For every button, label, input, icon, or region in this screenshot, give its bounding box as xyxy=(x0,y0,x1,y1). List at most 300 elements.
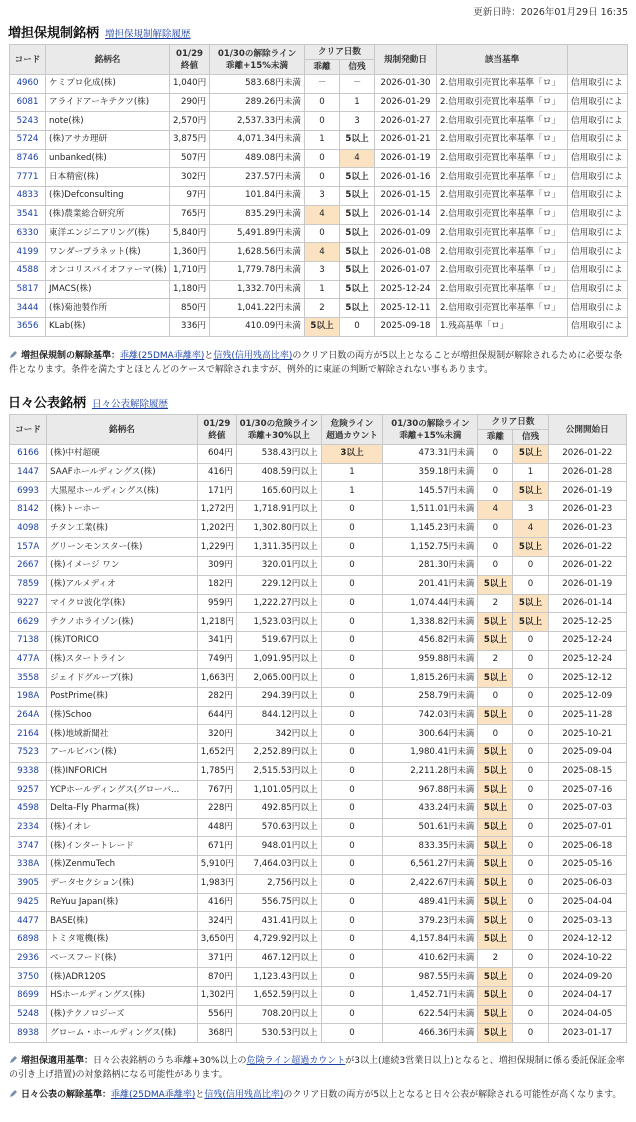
note-danger-count-link[interactable]: 危険ライン超過カウント xyxy=(246,1056,346,1066)
clear-days-deviation: 5以上 xyxy=(478,762,513,781)
danger-count: 0 xyxy=(321,781,383,800)
daily-publication-table xyxy=(9,414,627,1043)
criteria-extra: 信用取引によ xyxy=(568,93,628,112)
clear-days-deviation: 0 xyxy=(478,538,513,557)
release-line: 1,815.26円未満 xyxy=(383,669,478,688)
release-line: 359.18円未満 xyxy=(383,463,478,482)
danger-count: 0 xyxy=(321,594,383,613)
publication-date: 2026-01-19 xyxy=(548,482,626,501)
clear-days-deviation: 5以上 xyxy=(478,1024,513,1043)
stock-name: トミタ電機(株) xyxy=(47,930,198,949)
regulation-date: 2025-12-24 xyxy=(375,280,437,299)
stock-code-link[interactable]: 5817 xyxy=(10,280,46,299)
release-line: 281.30円未満 xyxy=(383,557,478,576)
publication-date: 2025-12-24 xyxy=(548,650,626,669)
criteria: 2.信用取引売買比率基準「ロ」 xyxy=(437,205,568,224)
danger-count: 0 xyxy=(321,519,383,538)
table-row xyxy=(10,149,628,168)
release-line: 1,152.75円未満 xyxy=(383,538,478,557)
stock-name: アールビバン(株) xyxy=(47,744,198,763)
clear-days-deviation: 2 xyxy=(305,299,340,318)
publication-date: 2023-01-17 xyxy=(548,1024,626,1043)
danger-count: 0 xyxy=(321,706,383,725)
release-line: 201.41円未満 xyxy=(383,575,478,594)
clear-days-deviation: 5以上 xyxy=(478,744,513,763)
clear-days-deviation: 2 xyxy=(478,650,513,669)
release-line: 145.57円未満 xyxy=(383,482,478,501)
clear-days-margin: 5以上 xyxy=(340,205,375,224)
danger-count: 0 xyxy=(321,968,383,987)
close-price: 749円 xyxy=(197,650,236,669)
table-row xyxy=(10,187,628,206)
stock-code-link[interactable]: 2936 xyxy=(10,949,47,968)
publication-date: 2025-12-24 xyxy=(548,631,626,650)
criteria: 2.信用取引売買比率基準「ロ」 xyxy=(437,280,568,299)
clear-days-margin: 0 xyxy=(513,837,548,856)
stock-code-link[interactable]: 3905 xyxy=(10,874,47,893)
clear-days-deviation: 0 xyxy=(305,112,340,131)
stock-name: (株)Schoo xyxy=(47,706,198,725)
stock-name: (株)インタートレード xyxy=(47,837,198,856)
release-line: 466.36円未満 xyxy=(383,1024,478,1043)
clear-days-margin: 0 xyxy=(513,800,548,819)
stock-code-link[interactable]: 264A xyxy=(10,706,47,725)
table-row xyxy=(10,224,628,243)
col-code: コード xyxy=(10,415,47,445)
note-margin-link[interactable]: 信残(信用残高比率) xyxy=(204,1090,284,1100)
close-price: 5,840円 xyxy=(170,224,210,243)
danger-line: 492.85円以上 xyxy=(236,800,321,819)
stock-code-link[interactable]: 3750 xyxy=(10,968,47,987)
table-row xyxy=(10,482,627,501)
release-line: 2,537.33円未満 xyxy=(210,112,305,131)
clear-days-margin: 0 xyxy=(513,557,548,576)
criteria-extra: 信用取引によ xyxy=(568,280,628,299)
danger-line: 1,718.91円以上 xyxy=(236,501,321,520)
publication-date: 2024-09-20 xyxy=(548,968,626,987)
close-price: 959円 xyxy=(197,594,236,613)
clear-days-deviation: 0 xyxy=(478,687,513,706)
release-line: 101.84円未満 xyxy=(210,187,305,206)
danger-line: 467.12円以上 xyxy=(236,949,321,968)
stock-code-link[interactable]: 1447 xyxy=(10,463,47,482)
close-price: 324円 xyxy=(197,912,236,931)
stock-code-link[interactable]: 3558 xyxy=(10,669,47,688)
stock-name: テクノホライゾン(株) xyxy=(47,613,198,632)
stock-name: ReYuu Japan(株) xyxy=(47,893,198,912)
danger-line: 2,065.00円以上 xyxy=(236,669,321,688)
clear-days-margin: 0 xyxy=(513,856,548,875)
clear-days-deviation: 0 xyxy=(478,463,513,482)
table-row xyxy=(10,893,627,912)
release-line: 473.31円未満 xyxy=(383,445,478,464)
danger-line: 948.01円以上 xyxy=(236,837,321,856)
close-price: 97円 xyxy=(170,187,210,206)
note-margin-link[interactable]: 信残(信用残高比率) xyxy=(213,351,293,361)
stock-code-link[interactable]: 3541 xyxy=(10,205,46,224)
note-pencil-icon xyxy=(9,350,18,359)
close-price: 1,983円 xyxy=(197,874,236,893)
stock-code-link[interactable]: 7523 xyxy=(10,744,47,763)
danger-line: 1,091.95円以上 xyxy=(236,650,321,669)
table-row xyxy=(10,261,628,280)
publication-date: 2026-01-14 xyxy=(548,594,626,613)
col-release-line: 01/30の解除ライン 乖離+15%未満 xyxy=(210,45,305,75)
release-line: 501.61円未満 xyxy=(383,818,478,837)
table-row xyxy=(10,168,628,187)
release-line: 1,779.78円未満 xyxy=(210,261,305,280)
table-row xyxy=(10,280,628,299)
danger-line: 165.60円以上 xyxy=(236,482,321,501)
close-price: 1,180円 xyxy=(170,280,210,299)
close-price: 448円 xyxy=(197,818,236,837)
close-price: 182円 xyxy=(197,575,236,594)
stock-name: (株)菊池製作所 xyxy=(46,299,170,318)
table-row xyxy=(10,112,628,131)
stock-code-link[interactable]: 7138 xyxy=(10,631,47,650)
table-row xyxy=(10,501,627,520)
close-price: 3,875円 xyxy=(170,131,210,150)
release-line: 1,338.82円未満 xyxy=(383,613,478,632)
danger-count: 0 xyxy=(321,725,383,744)
table-row xyxy=(10,744,627,763)
table-row xyxy=(10,557,627,576)
danger-count: 0 xyxy=(321,557,383,576)
close-price: 870円 xyxy=(197,968,236,987)
danger-count: 0 xyxy=(321,687,383,706)
criteria: 2.信用取引売買比率基準「ロ」 xyxy=(437,112,568,131)
stock-name: YCPホールディングス(グローバ... xyxy=(47,781,198,800)
publication-date: 2025-08-15 xyxy=(548,762,626,781)
stock-code-link[interactable]: 477A xyxy=(10,650,47,669)
table-row xyxy=(10,949,627,968)
section2-note-release: 日々公表の解除基準：乖離(25DMA乖離率)と信残(信用残高比率)のクリア日数の両方が5以上となると日々公表が解除される可能性が高くなります。 xyxy=(9,1088,627,1102)
danger-line: 1,523.03円以上 xyxy=(236,613,321,632)
table-row xyxy=(10,613,627,632)
clear-days-margin: 0 xyxy=(513,1005,548,1024)
clear-days-margin: 1 xyxy=(340,93,375,112)
stock-code-link[interactable]: 5724 xyxy=(10,131,46,150)
updated-timestamp: 更新日時：2026年01月29日 16:35 xyxy=(473,7,628,18)
close-price: 767円 xyxy=(197,781,236,800)
table-row xyxy=(10,986,627,1005)
danger-count: 0 xyxy=(321,650,383,669)
clear-days-margin: 5以上 xyxy=(513,482,548,501)
close-price: 1,202円 xyxy=(197,519,236,538)
danger-line: 408.59円以上 xyxy=(236,463,321,482)
clear-days-margin: 1 xyxy=(513,463,548,482)
stock-name: (株)地域新聞社 xyxy=(47,725,198,744)
criteria: 2.信用取引売買比率基準「ロ」 xyxy=(437,261,568,280)
criteria-extra: 信用取引によ xyxy=(568,131,628,150)
stock-code-link[interactable]: 9257 xyxy=(10,781,47,800)
clear-days-deviation: 4 xyxy=(478,501,513,520)
danger-line: 708.20円以上 xyxy=(236,1005,321,1024)
criteria: 1.残高基準「ロ」 xyxy=(437,317,568,336)
stock-code-link[interactable]: 4960 xyxy=(10,75,46,94)
stock-code-link[interactable]: 338A xyxy=(10,856,47,875)
publication-date: 2025-07-16 xyxy=(548,781,626,800)
publication-date: 2025-06-03 xyxy=(548,874,626,893)
section1-note: 増担保規制の解除基準：乖離(25DMA乖離率)と信残(信用残高比率)のクリア日数の両方が5以上となることが増担保規制が解除されるために必要な条件となります。条件を満たすとほとんどのケースで解除されますが、例外的に東証の判断で解除されない事もあります。 xyxy=(9,351,623,375)
table-row xyxy=(10,1005,627,1024)
release-line: 456.82円未満 xyxy=(383,631,478,650)
clear-days-margin: 0 xyxy=(513,930,548,949)
col-clear-margin: 信残 xyxy=(513,430,548,445)
clear-days-margin: 5以上 xyxy=(340,261,375,280)
stock-name: (株)トーホー xyxy=(47,501,198,520)
release-line: 379.23円未満 xyxy=(383,912,478,931)
release-line: 1,980.41円未満 xyxy=(383,744,478,763)
regulation-date: 2026-01-27 xyxy=(375,112,437,131)
release-line: 835.29円未満 xyxy=(210,205,305,224)
clear-days-deviation: 2 xyxy=(478,594,513,613)
table-row xyxy=(10,575,627,594)
release-line: 967.88円未満 xyxy=(383,781,478,800)
stock-code-link[interactable]: 6993 xyxy=(10,482,47,501)
section1-history-link[interactable]: 増担保規制解除履歴 xyxy=(105,29,191,40)
close-price: 368円 xyxy=(197,1024,236,1043)
stock-code-link[interactable]: 4199 xyxy=(10,243,46,262)
stock-code-link[interactable]: 4833 xyxy=(10,187,46,206)
stock-name: JMACS(株) xyxy=(46,280,170,299)
stock-code-link[interactable]: 9227 xyxy=(10,594,47,613)
clear-days-margin: 5以上 xyxy=(513,594,548,613)
stock-code-link[interactable]: 4598 xyxy=(10,800,47,819)
clear-days-margin: 5以上 xyxy=(340,299,375,318)
stock-name: PostPrime(株) xyxy=(47,687,198,706)
table-row xyxy=(10,968,627,987)
criteria-extra: 信用取引によ xyxy=(568,261,628,280)
table-row xyxy=(10,93,628,112)
table-row xyxy=(10,669,627,688)
stock-code-link[interactable]: 198A xyxy=(10,687,47,706)
note-pencil-icon xyxy=(9,1055,18,1064)
release-line: 622.54円未満 xyxy=(383,1005,478,1024)
stock-code-link[interactable]: 2667 xyxy=(10,557,47,576)
stock-code-link[interactable]: 7859 xyxy=(10,575,47,594)
stock-code-link[interactable]: 2334 xyxy=(10,818,47,837)
publication-date: 2024-04-17 xyxy=(548,986,626,1005)
close-price: 604円 xyxy=(197,445,236,464)
stock-code-link[interactable]: 7771 xyxy=(10,168,46,187)
table-row xyxy=(10,538,627,557)
close-price: 1,040円 xyxy=(170,75,210,94)
clear-days-margin: 0 xyxy=(513,687,548,706)
danger-count: 0 xyxy=(321,912,383,931)
stock-code-link[interactable]: 4098 xyxy=(10,519,47,538)
stock-code-link[interactable]: 3656 xyxy=(10,317,46,336)
clear-days-margin: 5以上 xyxy=(340,168,375,187)
release-line: 258.79円未満 xyxy=(383,687,478,706)
stock-name: ワンダープラネット(株) xyxy=(46,243,170,262)
stock-name: (株)イメージ ワン xyxy=(47,557,198,576)
stock-code-link[interactable]: 6166 xyxy=(10,445,47,464)
stock-code-link[interactable]: 6081 xyxy=(10,93,46,112)
danger-count: 0 xyxy=(321,613,383,632)
clear-days-deviation: 5以上 xyxy=(478,930,513,949)
table-row xyxy=(10,1024,627,1043)
publication-date: 2025-05-16 xyxy=(548,856,626,875)
clear-days-margin: 3 xyxy=(513,501,548,520)
clear-days-deviation: 1 xyxy=(305,131,340,150)
publication-date: 2025-03-13 xyxy=(548,912,626,931)
close-price: 765円 xyxy=(170,205,210,224)
table-row xyxy=(10,800,627,819)
danger-line: 342円以上 xyxy=(236,725,321,744)
danger-count: 1 xyxy=(321,463,383,482)
stock-name: グリーンモンスター(株) xyxy=(47,538,198,557)
publication-date: 2025-04-04 xyxy=(548,893,626,912)
table-row xyxy=(10,594,627,613)
release-line: 2,211.28円未満 xyxy=(383,762,478,781)
table-row xyxy=(10,650,627,669)
close-price: 1,710円 xyxy=(170,261,210,280)
clear-days-deviation: 4 xyxy=(305,243,340,262)
stock-code-link[interactable]: 3747 xyxy=(10,837,47,856)
clear-days-deviation: 0 xyxy=(305,168,340,187)
clear-days-deviation: 5以上 xyxy=(478,800,513,819)
table-row xyxy=(10,75,628,94)
regulation-date: 2026-01-15 xyxy=(375,187,437,206)
release-line: 410.62円未満 xyxy=(383,949,478,968)
danger-line: 556.75円以上 xyxy=(236,893,321,912)
danger-count: 0 xyxy=(321,501,383,520)
clear-days-deviation: 1 xyxy=(305,280,340,299)
stock-code-link[interactable]: 6629 xyxy=(10,613,47,632)
stock-code-link[interactable]: 9338 xyxy=(10,762,47,781)
regulation-date: 2025-12-11 xyxy=(375,299,437,318)
clear-days-deviation: 0 xyxy=(478,445,513,464)
clear-days-margin: 0 xyxy=(513,818,548,837)
close-price: 1,272円 xyxy=(197,501,236,520)
criteria: 2.信用取引売買比率基準「ロ」 xyxy=(437,93,568,112)
stock-code-link[interactable]: 2164 xyxy=(10,725,47,744)
release-line: 1,511.01円未満 xyxy=(383,501,478,520)
publication-date: 2025-09-04 xyxy=(548,744,626,763)
section2-title-row xyxy=(8,392,168,411)
section2-history-link[interactable]: 日々公表解除履歴 xyxy=(92,399,169,410)
release-line: 959.88円未満 xyxy=(383,650,478,669)
stock-code-link[interactable]: 4588 xyxy=(10,261,46,280)
clear-days-deviation: 5以上 xyxy=(478,631,513,650)
clear-days-deviation: 5以上 xyxy=(478,669,513,688)
stock-code-link[interactable]: 9425 xyxy=(10,893,47,912)
stock-name: (株)INFORICH xyxy=(47,762,198,781)
stock-name: ベースフード(株) xyxy=(47,949,198,968)
section1-title: 増担保規制銘柄 xyxy=(8,26,100,41)
table-row xyxy=(10,930,627,949)
danger-line: 7,464.03円以上 xyxy=(236,856,321,875)
publication-date: 2026-01-23 xyxy=(548,501,626,520)
stock-code-link[interactable]: 157A xyxy=(10,538,47,557)
publication-date: 2024-04-05 xyxy=(548,1005,626,1024)
clear-days-margin: 5以上 xyxy=(340,131,375,150)
stock-name: (株)ZenmuTech xyxy=(47,856,198,875)
stock-name: (株)Defconsulting xyxy=(46,187,170,206)
stock-code-link[interactable]: 5243 xyxy=(10,112,46,131)
danger-count: 0 xyxy=(321,669,383,688)
danger-line: 1,652.59円以上 xyxy=(236,986,321,1005)
stock-code-link[interactable]: 6898 xyxy=(10,930,47,949)
release-line: 1,452.71円未満 xyxy=(383,986,478,1005)
stock-code-link[interactable]: 5248 xyxy=(10,1005,47,1024)
col-code: コード xyxy=(10,45,46,75)
clear-days-margin: 0 xyxy=(513,631,548,650)
clear-days-deviation: 0 xyxy=(305,93,340,112)
close-price: 1,302円 xyxy=(197,986,236,1005)
close-price: 416円 xyxy=(197,893,236,912)
stock-name: (株)農業総合研究所 xyxy=(46,205,170,224)
criteria-extra: 信用取引によ xyxy=(568,187,628,206)
clear-days-deviation: 0 xyxy=(305,224,340,243)
stock-code-link[interactable]: 8699 xyxy=(10,986,47,1005)
col-clear-deviation: 乖離 xyxy=(305,60,340,75)
stock-name: オンコリスバイオファーマ(株) xyxy=(46,261,170,280)
stock-code-link[interactable]: 8746 xyxy=(10,149,46,168)
close-price: 282円 xyxy=(197,687,236,706)
table-row xyxy=(10,687,627,706)
table-row xyxy=(10,243,628,262)
danger-line: 538.43円以上 xyxy=(236,445,321,464)
stock-name: ジェイドグループ(株) xyxy=(47,669,198,688)
release-line: 237.57円未満 xyxy=(210,168,305,187)
close-price: 5,910円 xyxy=(197,856,236,875)
clear-days-deviation: 0 xyxy=(478,557,513,576)
stock-name: チタン工業(株) xyxy=(47,519,198,538)
stock-code-link[interactable]: 6330 xyxy=(10,224,46,243)
stock-name: note(株) xyxy=(46,112,170,131)
regulation-date: 2026-01-19 xyxy=(375,149,437,168)
regulation-date: 2026-01-09 xyxy=(375,224,437,243)
release-line: 1,145.23円未満 xyxy=(383,519,478,538)
clear-days-margin: 5以上 xyxy=(513,613,548,632)
publication-date: 2026-01-28 xyxy=(548,463,626,482)
close-price: 371円 xyxy=(197,949,236,968)
publication-date: 2025-07-01 xyxy=(548,818,626,837)
clear-days-margin: 0 xyxy=(513,893,548,912)
clear-days-margin: 5以上 xyxy=(340,224,375,243)
release-line: 5,491.89円未満 xyxy=(210,224,305,243)
criteria: 2.信用取引売買比率基準「ロ」 xyxy=(437,131,568,150)
table-row xyxy=(10,781,627,800)
note-deviation-link[interactable]: 乖離(25DMA乖離率) xyxy=(111,1090,196,1100)
regulation-date: 2026-01-30 xyxy=(375,75,437,94)
close-price: 3,650円 xyxy=(197,930,236,949)
note-deviation-link[interactable]: 乖離(25DMA乖離率) xyxy=(120,351,205,361)
close-price: 507円 xyxy=(170,149,210,168)
stock-name: 日本精密(株) xyxy=(46,168,170,187)
criteria-extra: 信用取引によ xyxy=(568,112,628,131)
clear-days-margin: 0 xyxy=(513,912,548,931)
danger-count: 0 xyxy=(321,856,383,875)
stock-code-link[interactable]: 4477 xyxy=(10,912,47,931)
stock-code-link[interactable]: 8142 xyxy=(10,501,47,520)
clear-days-deviation: 5以上 xyxy=(305,317,340,336)
criteria: 2.信用取引売買比率基準「ロ」 xyxy=(437,224,568,243)
criteria: 2.信用取引売買比率基準「ロ」 xyxy=(437,187,568,206)
regulation-date: 2026-01-08 xyxy=(375,243,437,262)
clear-days-deviation: 5以上 xyxy=(478,874,513,893)
release-line: 833.35円未満 xyxy=(383,837,478,856)
clear-days-deviation: 0 xyxy=(478,482,513,501)
stock-code-link[interactable]: 8938 xyxy=(10,1024,47,1043)
publication-date: 2025-11-28 xyxy=(548,706,626,725)
section2-title: 日々公表銘柄 xyxy=(8,396,87,411)
col-clear-deviation: 乖離 xyxy=(478,430,513,445)
release-line: 6,561.27円未満 xyxy=(383,856,478,875)
stock-code-link[interactable]: 3444 xyxy=(10,299,46,318)
